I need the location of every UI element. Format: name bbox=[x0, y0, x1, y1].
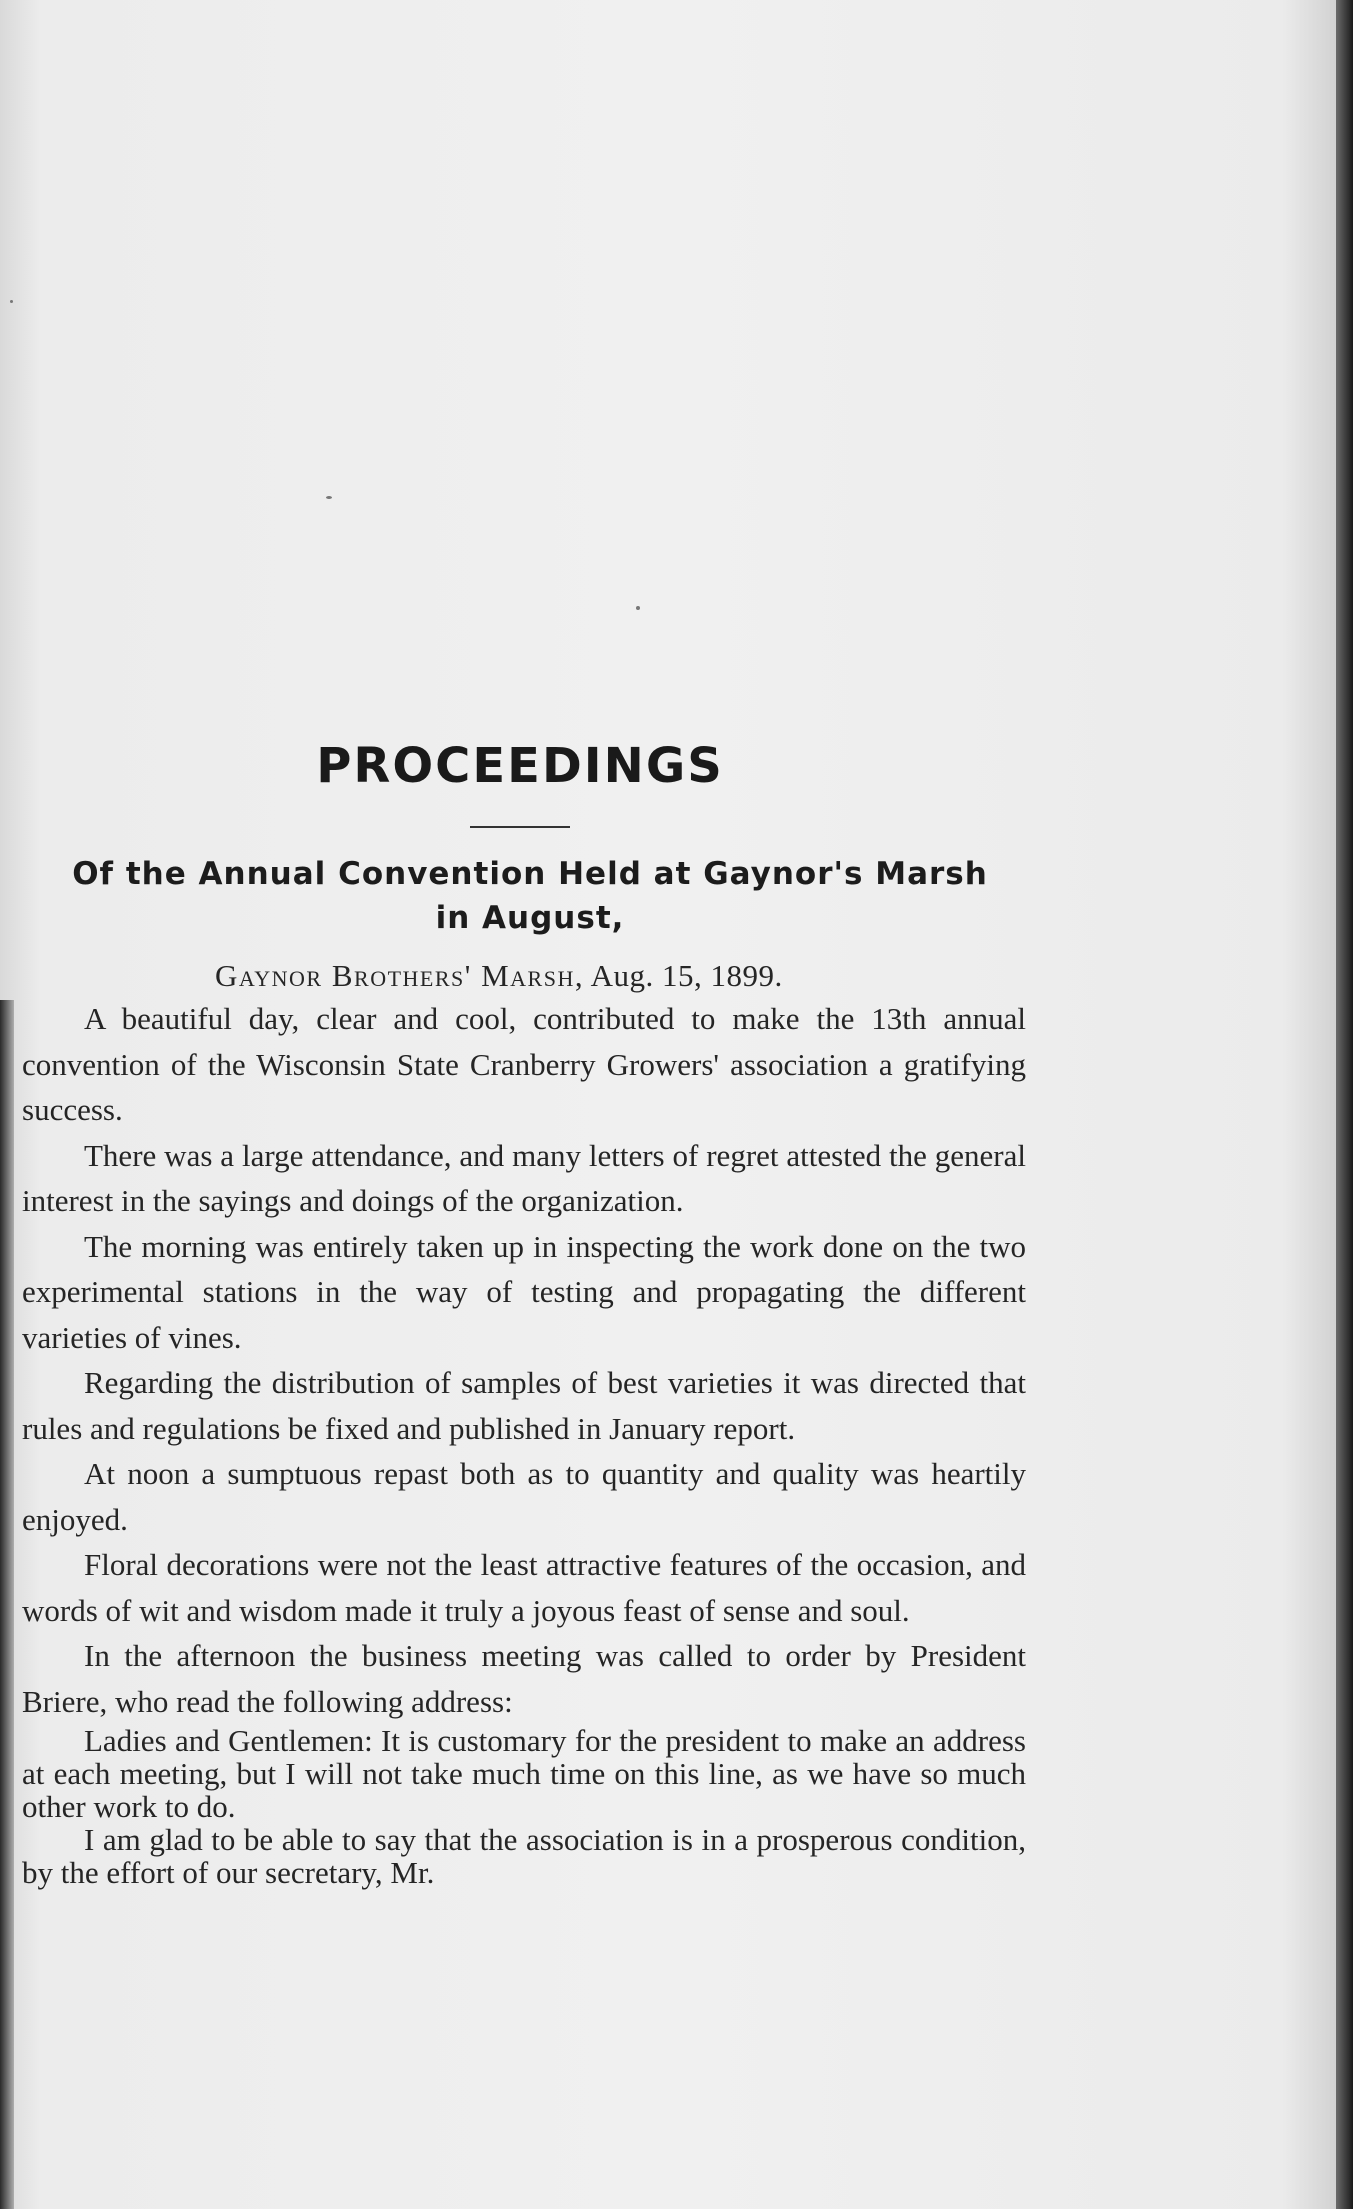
dateline bbox=[215, 958, 783, 994]
binding-shadow bbox=[0, 1000, 14, 2209]
paragraph: At noon a sumptuous repast both as to quantity and quality was heartily enjoyed. bbox=[22, 1456, 1026, 1537]
paragraph: Floral decorations were not the least attractive features of the occasion, and words of wit and wisdom made it truly a joyous feast of sense and soul. bbox=[22, 1547, 1026, 1628]
paper-speck bbox=[636, 606, 640, 610]
paper-speck bbox=[10, 300, 13, 303]
body-text bbox=[22, 996, 1026, 1889]
paragraph: The morning was entirely taken up in inspecting the work done on the two experimental stations in the way of testing and propagating the different varieties of vines. bbox=[22, 1228, 1026, 1355]
page-title: PROCEEDINGS bbox=[316, 738, 724, 794]
subtitle bbox=[20, 852, 1040, 940]
paragraph: Regarding the distribution of samples of best varieties it was directed that rules and regulations be fixed and published in January report. bbox=[22, 1365, 1026, 1446]
paper-speck bbox=[326, 496, 332, 499]
subtitle-line-2: in August, bbox=[435, 900, 625, 936]
page-edge bbox=[1336, 0, 1353, 2209]
paragraph: Ladies and Gentlemen: It is customary for the president to make an address at each meeting, but I will not take much time on this line, as we have so much other work to do. bbox=[22, 1723, 1026, 1824]
paragraph: There was a large attendance, and many letters of regret attested the general interest in the sayings and doings of the organization. bbox=[22, 1137, 1026, 1218]
dateline-place: Gaynor Brothers' Marsh, bbox=[215, 958, 585, 993]
paragraph: A beautiful day, clear and cool, contributed to make the 13th annual convention of the Wisconsin State Cranberry Growers' association a gratifying success. bbox=[22, 1001, 1026, 1127]
paragraph: In the afternoon the business meeting was called to order by President Briere, who read the following address: bbox=[22, 1638, 1026, 1719]
dateline-date: Aug. 15, 1899. bbox=[590, 958, 783, 993]
paragraph: I am glad to be able to say that the association is in a prosperous condition, by the effort of our secretary, Mr. bbox=[22, 1822, 1026, 1890]
subtitle-line-1: Of the Annual Convention Held at Gaynor's Marsh bbox=[72, 856, 988, 892]
title-rule bbox=[470, 826, 570, 828]
